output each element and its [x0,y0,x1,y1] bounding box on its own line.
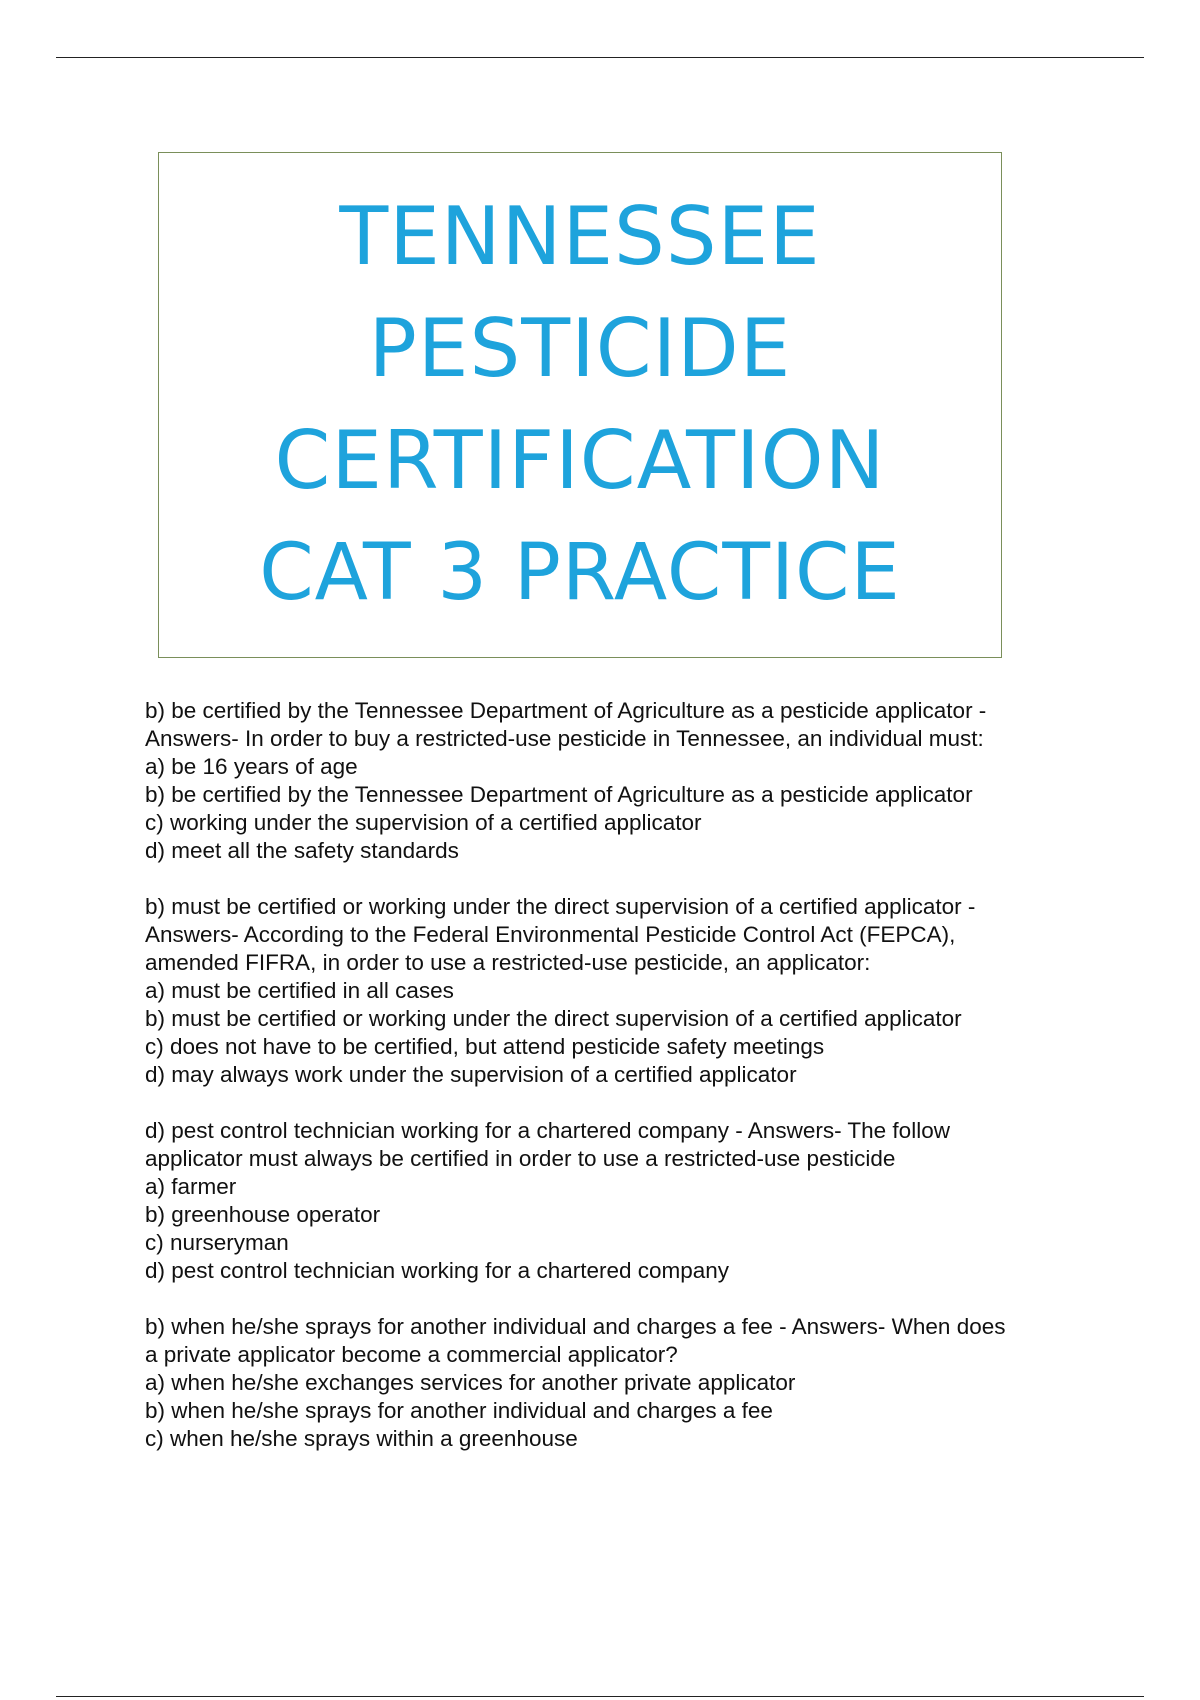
answer-option: a) must be certified in all cases [145,978,454,1003]
question-block [145,1117,1095,1285]
bottom-rule [56,1696,1144,1697]
cover-title-line-4: CAT 3 PRACTICE [259,528,901,618]
answer-option: a) when he/she exchanges services for another private applicator [145,1370,796,1395]
question-line: amended FIFRA, in order to use a restricted-use pesticide, an applicator: [145,950,871,975]
question-line: Answers- According to the Federal Environmental Pesticide Control Act (FEPCA), [145,922,956,947]
question-block [145,697,1095,865]
answer-option: b) be certified by the Tennessee Department of Agriculture as a pesticide applicator [145,782,973,807]
cover-title-line-1: TENNESSEE [339,190,821,283]
question-line: Answers- In order to buy a restricted-use pesticide in Tennessee, an individual must: [145,726,984,751]
question-line: a private applicator become a commercial applicator? [145,1342,678,1367]
questions-content [145,697,1095,1481]
top-rule [56,57,1144,58]
question-line: b) must be certified or working under the direct supervision of a certified applicator - [145,894,976,919]
answer-option: d) may always work under the supervision of a certified applicator [145,1062,797,1087]
answer-option: b) greenhouse operator [145,1202,381,1227]
question-block [145,893,1095,1089]
answer-option: b) when he/she sprays for another individual and charges a fee [145,1398,773,1423]
answer-option: c) working under the supervision of a certified applicator [145,810,702,835]
answer-option: c) when he/she sprays within a greenhouse [145,1426,578,1451]
cover-title-line-2: PESTICIDE [368,302,792,395]
cover-title-line-3: CERTIFICATION [274,414,886,507]
question-line: b) when he/she sprays for another individual and charges a fee - Answers- When does [145,1314,1006,1339]
question-line: applicator must always be certified in order to use a restricted-use pesticide [145,1146,896,1171]
answer-option: d) meet all the safety standards [145,838,459,863]
answer-option: c) nurseryman [145,1230,289,1255]
question-line: b) be certified by the Tennessee Department of Agriculture as a pesticide applicator - [145,698,987,723]
answer-option: a) farmer [145,1174,237,1199]
answer-option: d) pest control technician working for a chartered company [145,1258,730,1283]
question-line: d) pest control technician working for a chartered company - Answers- The follow [145,1118,950,1143]
answer-option: c) does not have to be certified, but attend pesticide safety meetings [145,1034,825,1059]
answer-option: b) must be certified or working under the direct supervision of a certified applicator [145,1006,962,1031]
question-block [145,1313,1095,1453]
cover-title-box [158,152,1002,658]
answer-option: a) be 16 years of age [145,754,358,779]
